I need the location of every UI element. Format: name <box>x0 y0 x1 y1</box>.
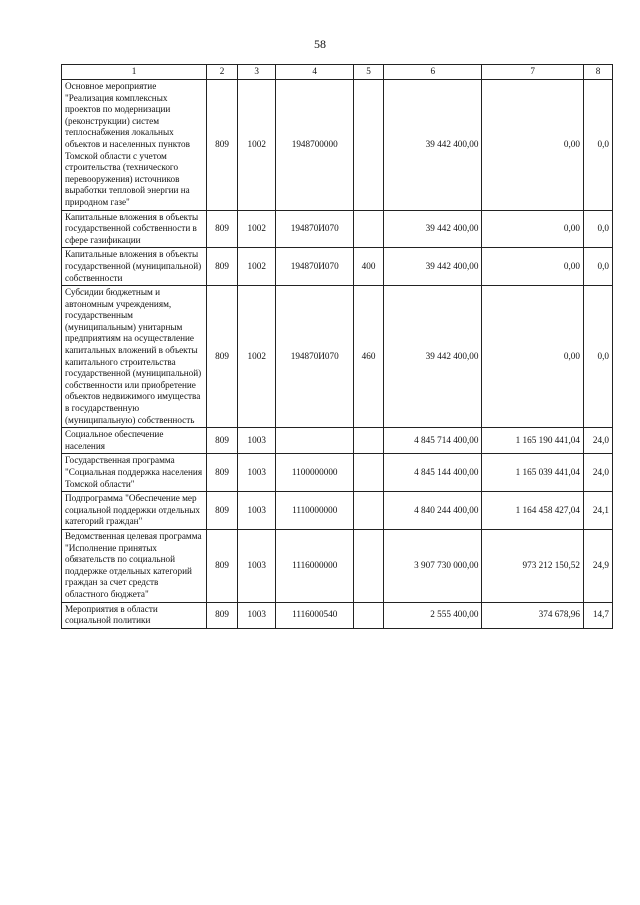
expense-type-code <box>354 428 384 454</box>
planned-amount: 39 442 400,00 <box>384 286 482 428</box>
target-article-code: 194870И070 <box>276 248 354 286</box>
planned-amount: 3 907 730 000,00 <box>384 529 482 602</box>
ministry-code: 809 <box>207 454 238 492</box>
column-header-8: 8 <box>583 65 612 80</box>
target-article-code: 1116000540 <box>276 602 354 628</box>
expense-type-code: 460 <box>354 286 384 428</box>
target-article-code: 194870И070 <box>276 286 354 428</box>
target-article-code <box>276 428 354 454</box>
ministry-code: 809 <box>207 286 238 428</box>
ministry-code: 809 <box>207 529 238 602</box>
executed-amount: 0,00 <box>482 80 584 211</box>
expense-type-code <box>354 492 384 530</box>
execution-percent: 0,0 <box>583 210 612 248</box>
execution-percent: 0,0 <box>583 80 612 211</box>
target-article-code: 1948700000 <box>276 80 354 211</box>
table-row <box>62 80 613 211</box>
table-row <box>62 492 613 530</box>
planned-amount: 39 442 400,00 <box>384 210 482 248</box>
target-article-code: 1110000000 <box>276 492 354 530</box>
table-row <box>62 602 613 628</box>
row-name: Капитальные вложения в объекты государственной (муниципальной) собственности <box>62 248 207 286</box>
column-header-4: 4 <box>276 65 354 80</box>
executed-amount: 1 165 190 441,04 <box>482 428 584 454</box>
table-row <box>62 248 613 286</box>
section-code: 1003 <box>238 602 276 628</box>
row-name: Субсидии бюджетным и автономным учреждениям, государственным (муниципальным) унитарным предприятиям на осуществление капитальных вложений в объекты капитального строительства государственной (муниципальной) собственности или приобретение объектов недвижимого имущества в государственную (муниципальную) собственность <box>62 286 207 428</box>
column-header-7: 7 <box>482 65 584 80</box>
expense-type-code <box>354 454 384 492</box>
budget-table <box>61 64 613 629</box>
section-code: 1003 <box>238 492 276 530</box>
section-code: 1002 <box>238 286 276 428</box>
target-article-code: 1100000000 <box>276 454 354 492</box>
row-name: Социальное обеспечение населения <box>62 428 207 454</box>
expense-type-code <box>354 602 384 628</box>
planned-amount: 4 840 244 400,00 <box>384 492 482 530</box>
column-header-5: 5 <box>354 65 384 80</box>
target-article-code: 194870И070 <box>276 210 354 248</box>
table-row <box>62 529 613 602</box>
section-code: 1003 <box>238 454 276 492</box>
expense-type-code: 400 <box>354 248 384 286</box>
table-row <box>62 428 613 454</box>
column-header-2: 2 <box>207 65 238 80</box>
row-name: Государственная программа "Социальная поддержка населения Томской области" <box>62 454 207 492</box>
planned-amount: 39 442 400,00 <box>384 248 482 286</box>
expense-type-code <box>354 529 384 602</box>
row-name: Ведомственная целевая программа "Исполнение принятых обязательств по социальной поддержке отдельных категорий граждан за счет средств областного бюджета" <box>62 529 207 602</box>
executed-amount: 1 164 458 427,04 <box>482 492 584 530</box>
section-code: 1003 <box>238 428 276 454</box>
section-code: 1003 <box>238 529 276 602</box>
table-row <box>62 286 613 428</box>
header-row <box>62 65 613 80</box>
column-header-1: 1 <box>62 65 207 80</box>
execution-percent: 24,0 <box>583 428 612 454</box>
ministry-code: 809 <box>207 248 238 286</box>
section-code: 1002 <box>238 210 276 248</box>
ministry-code: 809 <box>207 602 238 628</box>
executed-amount: 374 678,96 <box>482 602 584 628</box>
column-header-3: 3 <box>238 65 276 80</box>
executed-amount: 1 165 039 441,04 <box>482 454 584 492</box>
execution-percent: 0,0 <box>583 248 612 286</box>
table-row <box>62 454 613 492</box>
execution-percent: 0,0 <box>583 286 612 428</box>
section-code: 1002 <box>238 248 276 286</box>
row-name: Мероприятия в области социальной политики <box>62 602 207 628</box>
row-name: Капитальные вложения в объекты государственной собственности в сфере газификации <box>62 210 207 248</box>
row-name: Основное мероприятие "Реализация комплексных проектов по модернизации (реконструкции) систем теплоснабжения локальных объектов и населенных пунктов Томской области с учетом строительства (технического перевооружения) источников выработки тепловой энергии на природном газе" <box>62 80 207 211</box>
planned-amount: 4 845 144 400,00 <box>384 454 482 492</box>
executed-amount: 0,00 <box>482 210 584 248</box>
page-number: 58 <box>314 37 326 51</box>
execution-percent: 24,0 <box>583 454 612 492</box>
column-header-6: 6 <box>384 65 482 80</box>
planned-amount: 4 845 714 400,00 <box>384 428 482 454</box>
planned-amount: 39 442 400,00 <box>384 80 482 211</box>
section-code: 1002 <box>238 80 276 211</box>
executed-amount: 973 212 150,52 <box>482 529 584 602</box>
expense-type-code <box>354 210 384 248</box>
executed-amount: 0,00 <box>482 248 584 286</box>
executed-amount: 0,00 <box>482 286 584 428</box>
execution-percent: 14,7 <box>583 602 612 628</box>
ministry-code: 809 <box>207 428 238 454</box>
row-name: Подпрограмма "Обеспечение мер социальной поддержки отдельных категорий граждан" <box>62 492 207 530</box>
table-row <box>62 210 613 248</box>
expense-type-code <box>354 80 384 211</box>
ministry-code: 809 <box>207 492 238 530</box>
target-article-code: 1116000000 <box>276 529 354 602</box>
ministry-code: 809 <box>207 210 238 248</box>
planned-amount: 2 555 400,00 <box>384 602 482 628</box>
execution-percent: 24,9 <box>583 529 612 602</box>
ministry-code: 809 <box>207 80 238 211</box>
execution-percent: 24,1 <box>583 492 612 530</box>
